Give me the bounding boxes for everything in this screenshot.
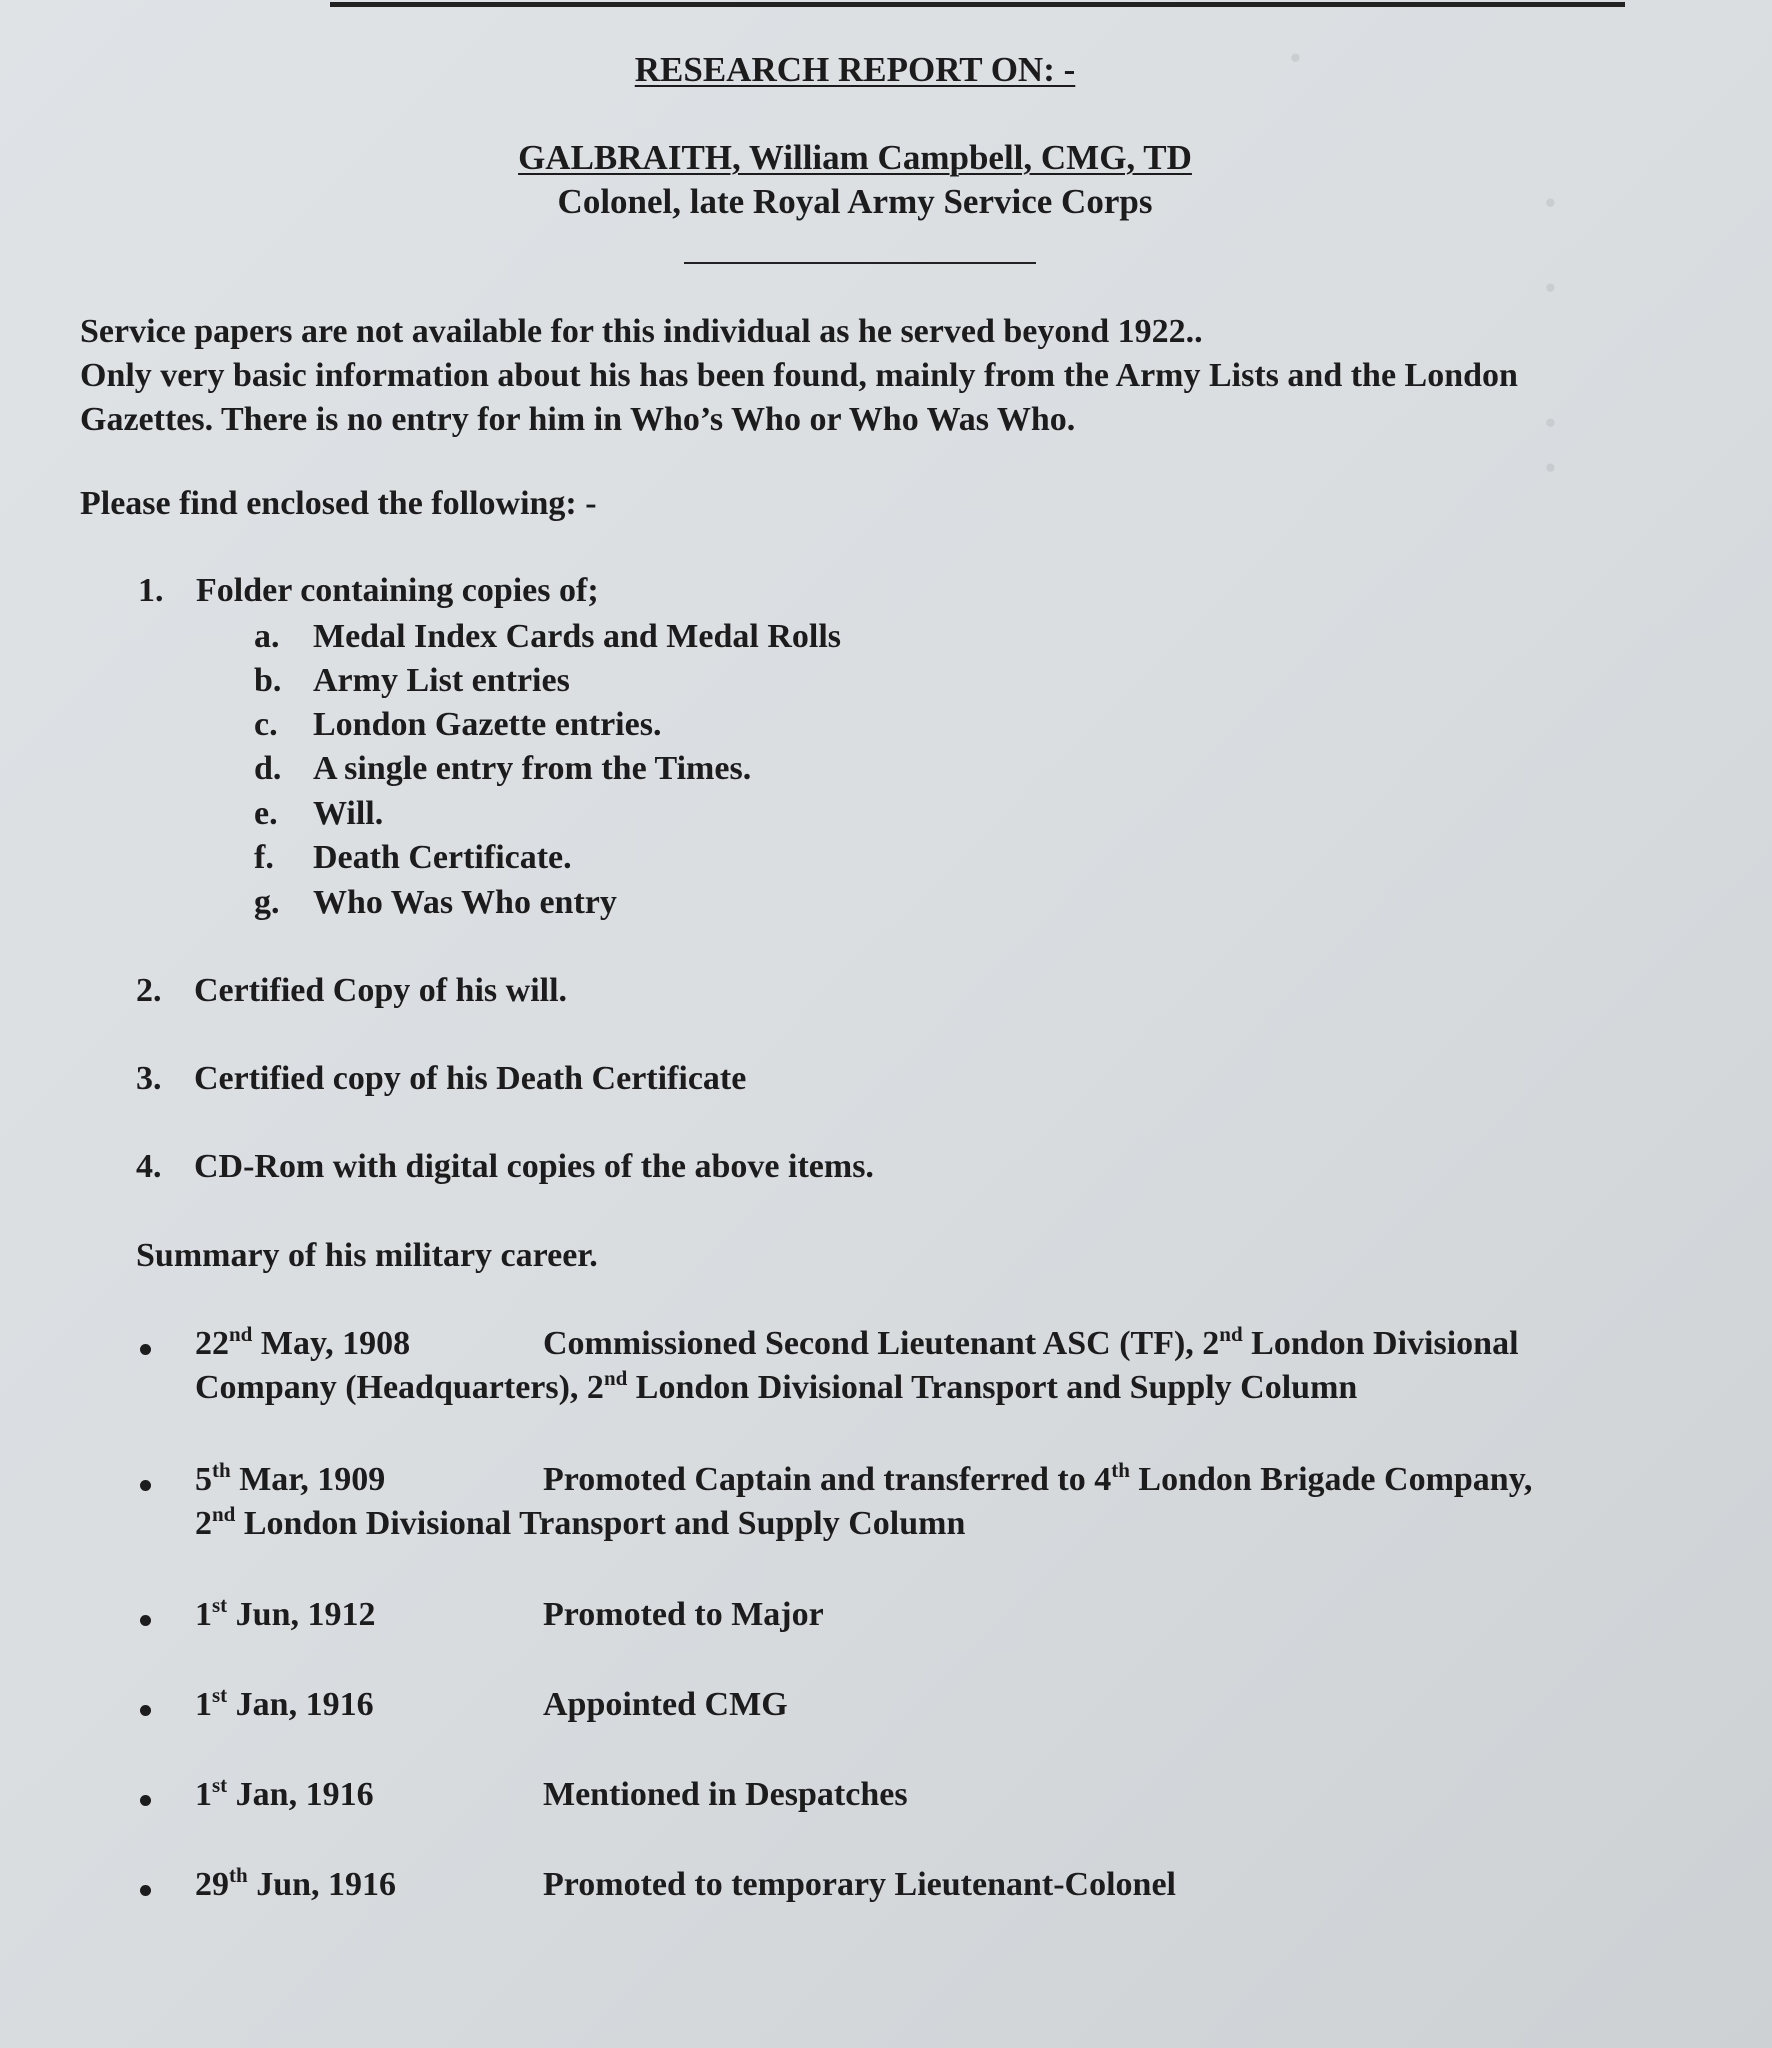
intro-line: Gazettes. There is no entry for him in Who’s Who or Who Was Who.	[80, 401, 1076, 438]
subject-rank: Colonel, late Royal Army Service Corps	[557, 182, 1153, 221]
career-date: 29th Jun, 1916	[195, 1863, 397, 1903]
career-event: Promoted Captain and transferred to 4th London Brigade Company,	[543, 1458, 1533, 1498]
intro-line: Only very basic information about his has been found, mainly from the Army Lists and the London	[80, 357, 1518, 394]
sublist-item: Will.	[313, 795, 384, 832]
list-item: Certified copy of his Death Certificate	[194, 1060, 747, 1097]
bullet-icon	[140, 1885, 151, 1896]
list-item: Certified Copy of his will.	[194, 972, 568, 1009]
list-number: 2.	[136, 972, 162, 1009]
career-date: 22nd May, 1908	[195, 1322, 411, 1362]
sublist-item: Who Was Who entry	[313, 884, 617, 921]
career-date: 5th Mar, 1909	[195, 1458, 386, 1498]
career-event: Commissioned Second Lieutenant ASC (TF), 2nd London Divisional	[543, 1322, 1519, 1362]
sublist-item: Medal Index Cards and Medal Rolls	[313, 618, 841, 655]
sublist-letter: c.	[254, 706, 278, 743]
bullet-icon	[140, 1615, 151, 1626]
bullet-icon	[140, 1705, 151, 1716]
career-event-continuation: Company (Headquarters), 2nd London Divisional Transport and Supply Column	[195, 1366, 1358, 1406]
career-event: Promoted to Major	[543, 1596, 824, 1633]
list-item: Folder containing copies of;	[196, 572, 599, 609]
bleed-through-mark: •	[1545, 185, 1556, 220]
sublist-item: Death Certificate.	[313, 839, 572, 876]
sublist-letter: b.	[254, 662, 282, 699]
intro-line: Service papers are not available for this individual as he served beyond 1922..	[80, 313, 1203, 350]
sublist-letter: d.	[254, 750, 282, 787]
career-date: 1st Jan, 1916	[195, 1683, 374, 1723]
career-event-continuation: 2nd London Divisional Transport and Supply Column	[195, 1502, 966, 1542]
sublist-letter: f.	[254, 839, 274, 876]
list-item: CD-Rom with digital copies of the above items.	[194, 1148, 874, 1185]
bleed-through-mark: •	[1545, 450, 1556, 485]
career-date: 1st Jan, 1916	[195, 1773, 374, 1813]
sublist-item: Army List entries	[313, 662, 570, 699]
bullet-icon	[140, 1480, 151, 1491]
bullet-icon	[140, 1795, 151, 1806]
career-date: 1st Jun, 1912	[195, 1593, 376, 1633]
sublist-item: London Gazette entries.	[313, 706, 662, 743]
subject-name: GALBRAITH, William Campbell, CMG, TD	[518, 138, 1192, 177]
title-divider	[684, 262, 1036, 264]
enclosed-heading: Please find enclosed the following: -	[80, 485, 597, 522]
sublist-letter: e.	[254, 795, 278, 832]
career-event: Promoted to temporary Lieutenant-Colonel	[543, 1866, 1176, 1903]
career-heading: Summary of his military career.	[136, 1237, 598, 1274]
career-event: Mentioned in Despatches	[543, 1776, 908, 1813]
sublist-item: A single entry from the Times.	[313, 750, 752, 787]
list-number: 4.	[136, 1148, 162, 1185]
bleed-through-mark: •	[1290, 40, 1301, 75]
bleed-through-mark: •	[1545, 405, 1556, 440]
top-rule	[330, 2, 1625, 7]
sublist-letter: g.	[254, 884, 280, 921]
sublist-letter: a.	[254, 618, 280, 655]
bullet-icon	[140, 1344, 151, 1355]
career-event: Appointed CMG	[543, 1686, 788, 1723]
bleed-through-mark: •	[1545, 270, 1556, 305]
report-title: RESEARCH REPORT ON: -	[634, 50, 1076, 89]
list-number: 1.	[138, 572, 164, 609]
list-number: 3.	[136, 1060, 162, 1097]
